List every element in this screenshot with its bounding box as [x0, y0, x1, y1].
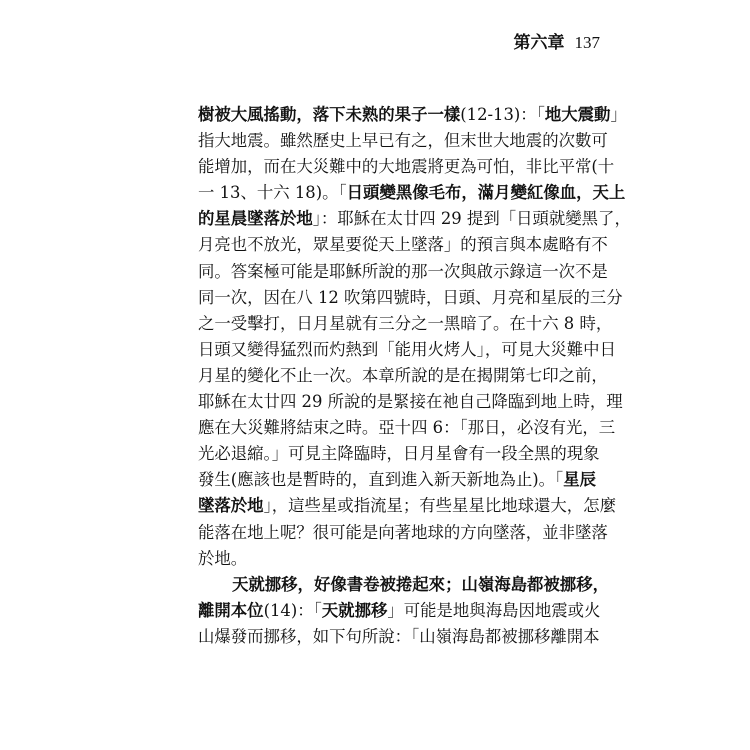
text-segment: 之一受擊打，日月星就有三分之一黑暗了。在十六 8 時， — [198, 313, 613, 333]
text-line — [198, 624, 600, 650]
text-line — [198, 259, 608, 285]
text-segment: 於地。 — [198, 548, 248, 568]
text-line — [198, 180, 626, 206]
text-line — [198, 285, 623, 311]
page-number: 137 — [574, 33, 600, 52]
body-text — [198, 102, 631, 650]
emphasized-text: 樹被大風搖動，落下未熟的果子一樣 — [198, 105, 461, 124]
text-segment: 耶穌在太廿四 29 所說的是緊接在祂自己降臨到地上時，理 — [198, 392, 623, 412]
text-segment: 能落在地上呢？很可能是向著地球的方向墜落，並非墜落 — [198, 522, 608, 542]
text-line — [198, 546, 586, 572]
text-segment: 光必退縮。」可見主降臨時，日月星會有一段全黑的現象 — [198, 444, 600, 464]
text-line — [198, 337, 616, 363]
text-segment: 月星的變化不止一次。本章所說的是在揭開第七印之前， — [198, 365, 608, 385]
text-line — [198, 128, 608, 154]
text-line — [198, 415, 616, 441]
emphasized-text: 天就挪移，好像書卷被捲起來；山嶺海島都被挪移， — [232, 574, 609, 594]
text-line — [198, 467, 596, 493]
text-line — [198, 311, 613, 337]
text-line — [198, 598, 601, 624]
emphasized-text: 天就挪移 — [321, 600, 388, 620]
text-segment: (12-13)：「 — [460, 105, 545, 124]
emphasized-text: 日頭變黑像毛布，滿月變紅像血，天上 — [346, 183, 626, 203]
emphasized-text: 星辰 — [563, 470, 596, 490]
text-line — [198, 572, 609, 598]
text-line — [198, 493, 616, 519]
text-line — [198, 520, 608, 546]
text-segment: 同一次，因在八 12 吹第四號時，日頭、月亮和星辰的三分 — [198, 287, 623, 307]
text-line — [198, 154, 615, 180]
text-line — [198, 102, 627, 128]
emphasized-text: 地大震動 — [544, 105, 611, 124]
text-segment: 」：耶穌在太廿四 29 提到「日頭就變黑了， — [312, 209, 631, 229]
text-segment: 同。答案極可能是耶穌所說的那一次與啟示錄這一次不是 — [198, 261, 608, 281]
text-segment: 指大地震。雖然歷史上早已有之，但末世大地震的次數可 — [198, 131, 608, 151]
text-segment: 」 — [610, 105, 627, 124]
text-segment: 」，這些星或指流星；有些星星比地球還大，怎麼 — [263, 496, 616, 516]
text-segment: 能增加，而在大災難中的大地震將更為可怕，非比平常(十 — [198, 157, 615, 177]
emphasized-text: 的星晨墜落於地 — [198, 209, 313, 229]
text-line — [198, 389, 623, 415]
text-segment: 日頭又變得猛烈而灼熱到「能用火烤人」，可見大災難中日 — [198, 339, 616, 359]
text-line — [198, 363, 608, 389]
text-segment: 一 13、十六 18)。「 — [198, 183, 347, 203]
text-line — [198, 206, 631, 232]
emphasized-text: 墜落於地 — [198, 496, 264, 516]
chapter-title: 第六章 — [513, 33, 565, 53]
running-header — [514, 33, 601, 53]
text-segment: 月亮也不放光，眾星要從天上墜落」的預言與本處略有不 — [198, 235, 608, 255]
text-line — [198, 441, 600, 467]
text-segment: 」可能是地與海島因地震或火 — [387, 600, 601, 620]
text-line — [198, 232, 608, 258]
emphasized-text: 離開本位 — [198, 600, 264, 620]
text-segment: (14)：「 — [263, 600, 322, 620]
text-segment: 山爆發而挪移，如下句所說：「山嶺海島都被挪移離開本 — [198, 626, 600, 646]
text-segment: 應在大災難將結束之時。亞十四 6：「那日，必沒有光，三 — [198, 418, 616, 438]
text-segment: 發生(應該也是暫時的，直到進入新天新地為止)。「 — [198, 470, 564, 490]
